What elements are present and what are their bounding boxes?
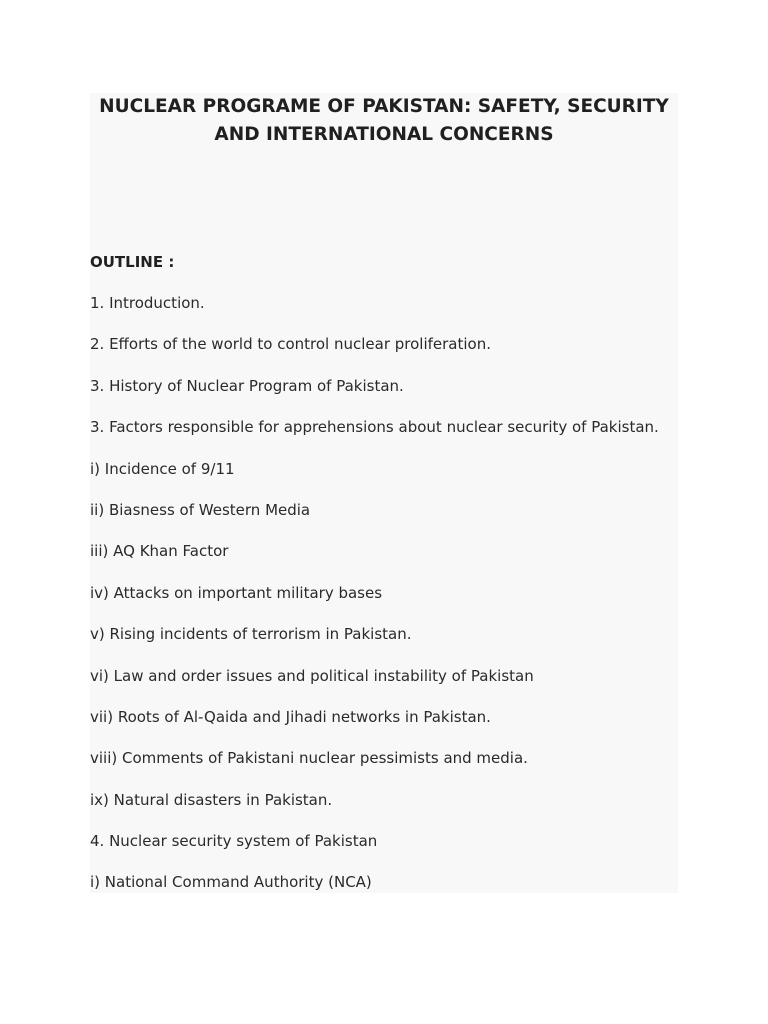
document-title (90, 93, 678, 149)
outline-item: i) National Command Authority (NCA) (90, 873, 372, 892)
outline-item: 3. Factors responsible for apprehensions about nuclear security of Pakistan. (90, 418, 659, 437)
outline-item: vi) Law and order issues and political instability of Pakistan (90, 666, 534, 685)
outline-item: i) Incidence of 9/11 (90, 459, 235, 478)
outline-item: 3. History of Nuclear Program of Pakistan. (90, 376, 404, 395)
outline-item: 1. Introduction. (90, 294, 205, 312)
outline-item: iii) AQ Khan Factor (90, 542, 229, 561)
outline-item: v) Rising incidents of terrorism in Pakistan. (90, 625, 412, 644)
outline-list (90, 293, 690, 914)
outline-item: ii) Biasness of Western Media (90, 500, 311, 519)
outline-item: 2. Efforts of the world to control nuclear proliferation. (90, 335, 491, 354)
outline-item: 4. Nuclear security system of Pakistan (90, 832, 378, 851)
outline-item: ix) Natural disasters in Pakistan. (90, 790, 333, 809)
outline-item: viii) Comments of Pakistani nuclear pessimists and media. (90, 749, 528, 768)
title-line-1: NUCLEAR PROGRAME OF PAKISTAN: SAFETY, SECURITY (99, 96, 669, 117)
title-line-2: AND INTERNATIONAL CONCERNS (214, 124, 554, 145)
outline-item: vii) Roots of Al-Qaida and Jihadi networks in Pakistan. (90, 707, 491, 726)
outline-heading: OUTLINE : (90, 253, 175, 271)
outline-item: iv) Attacks on important military bases (90, 583, 383, 602)
